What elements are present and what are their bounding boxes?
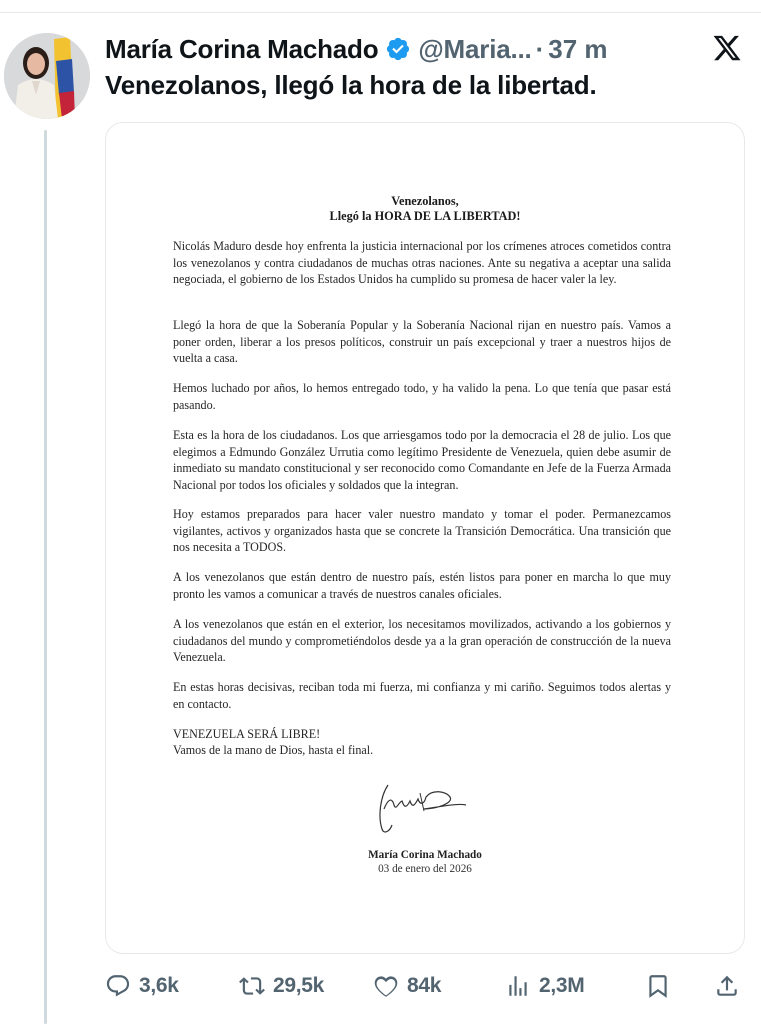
letter-paragraph: A los venezolanos que están en el exterior, los necesitamos movilizados, activando a los gobiernos y ciudadanos del mundo y comprometiéndolos desde ya a la gran operación de construcción de la nueva Venezuela. xyxy=(173,617,671,664)
letter-paragraph: Esta es la hora de los ciudadanos. Los que arriesgamos todo por la democracia el 28 de julio. Los que elegimos a Edmundo González Urrutia como legítimo Presidente de Venezuela, quien debe asumir de inmediato su mandato constitucional y ser reconocido como Comandante en Jefe de la Fuerza Armada Nacional por todos los oficiales y soldados que la integran. xyxy=(173,428,671,492)
repost-button[interactable] xyxy=(239,968,324,1004)
letter-paragraph: Nicolás Maduro desde hoy enfrenta la justicia internacional por los crímenes atroces cometidos contra los venezolanos y contra ciudadanos de muchas otras naciones. Ante su negativa a aceptar una salida negociada, el gobierno de los Estados Unidos ha cumplido su promesa de hacer valer la ley. xyxy=(173,239,671,286)
avatar[interactable] xyxy=(4,33,90,119)
heart-icon xyxy=(373,973,399,999)
like-count: 84k xyxy=(407,974,442,997)
views-button[interactable] xyxy=(505,968,585,1004)
repost-count: 29,5k xyxy=(273,974,325,997)
bookmark-button[interactable] xyxy=(645,968,671,1004)
repost-icon xyxy=(239,973,265,999)
like-button[interactable] xyxy=(373,968,441,1004)
letter-paragraph: A los venezolanos que están dentro de nuestro país, estén listos para poner en marcha lo que muy pronto les vamos a comunicar a través de nuestros canales oficiales. xyxy=(173,570,671,601)
timestamp[interactable]: 37 m xyxy=(548,33,608,64)
verified-badge-icon xyxy=(385,36,411,62)
top-divider xyxy=(0,12,761,13)
views-chart-icon xyxy=(505,973,531,999)
letter-paragraph: Llegó la hora de que la Soberanía Popular y la Soberanía Nacional rijan en nuestro país. Vamos a poner orden, liberar a los presos políticos, construir un país excepcional y traer a nuestros hijos de vuelta a casa. xyxy=(173,318,671,365)
letter-salutation: Venezolanos, xyxy=(391,194,459,208)
bookmark-icon xyxy=(645,973,671,999)
reply-count: 3,6k xyxy=(139,974,179,997)
author-handle[interactable]: @Maria... xyxy=(418,33,532,64)
letter-date: 03 de enero del 2026 xyxy=(378,863,472,875)
letter-paragraph: En estas horas decisivas, reciban toda mi fuerza, mi confianza y mi cariño. Seguimos todos alertas y en contacto. xyxy=(173,680,671,711)
tweet-action-bar xyxy=(105,968,745,1004)
reply-button[interactable] xyxy=(105,968,179,1004)
media-attachment[interactable] xyxy=(105,122,745,954)
share-icon xyxy=(714,973,740,999)
signature-image xyxy=(374,781,470,837)
letter-paragraph: Hoy estamos preparados para hacer valer nuestro mandato y tomar el poder. Permanezcamos vigilantes, activos y organizados hasta que se concrete la Transición Democrática. Una transición que nos necesita a TODOS. xyxy=(173,507,671,554)
thread-line xyxy=(44,130,47,1024)
letter-document xyxy=(106,123,744,953)
letter-paragraph: Hemos luchado por años, lo hemos entregado todo, y ha valido la pena. Lo que tenía que pasar está pasando. xyxy=(173,381,671,412)
tweet-header xyxy=(105,29,608,69)
view-count: 2,3M xyxy=(539,974,585,997)
letter-headline: Llegó la HORA DE LA LIBERTAD! xyxy=(329,209,521,223)
share-button[interactable] xyxy=(714,968,740,1004)
letter-closing-exclamation: VENEZUELA SERÁ LIBRE! xyxy=(173,727,321,741)
letter-closing-line: Vamos de la mano de Dios, hasta el final. xyxy=(173,743,374,757)
reply-icon xyxy=(105,973,131,999)
signer-name: María Corina Machado xyxy=(368,849,482,861)
avatar-photo xyxy=(4,33,90,119)
author-name[interactable]: María Corina Machado xyxy=(105,33,379,64)
separator-dot: · xyxy=(535,33,545,64)
x-logo-icon xyxy=(712,33,742,63)
tweet-text: Venezolanos, llegó la hora de la libertad. xyxy=(105,70,597,100)
